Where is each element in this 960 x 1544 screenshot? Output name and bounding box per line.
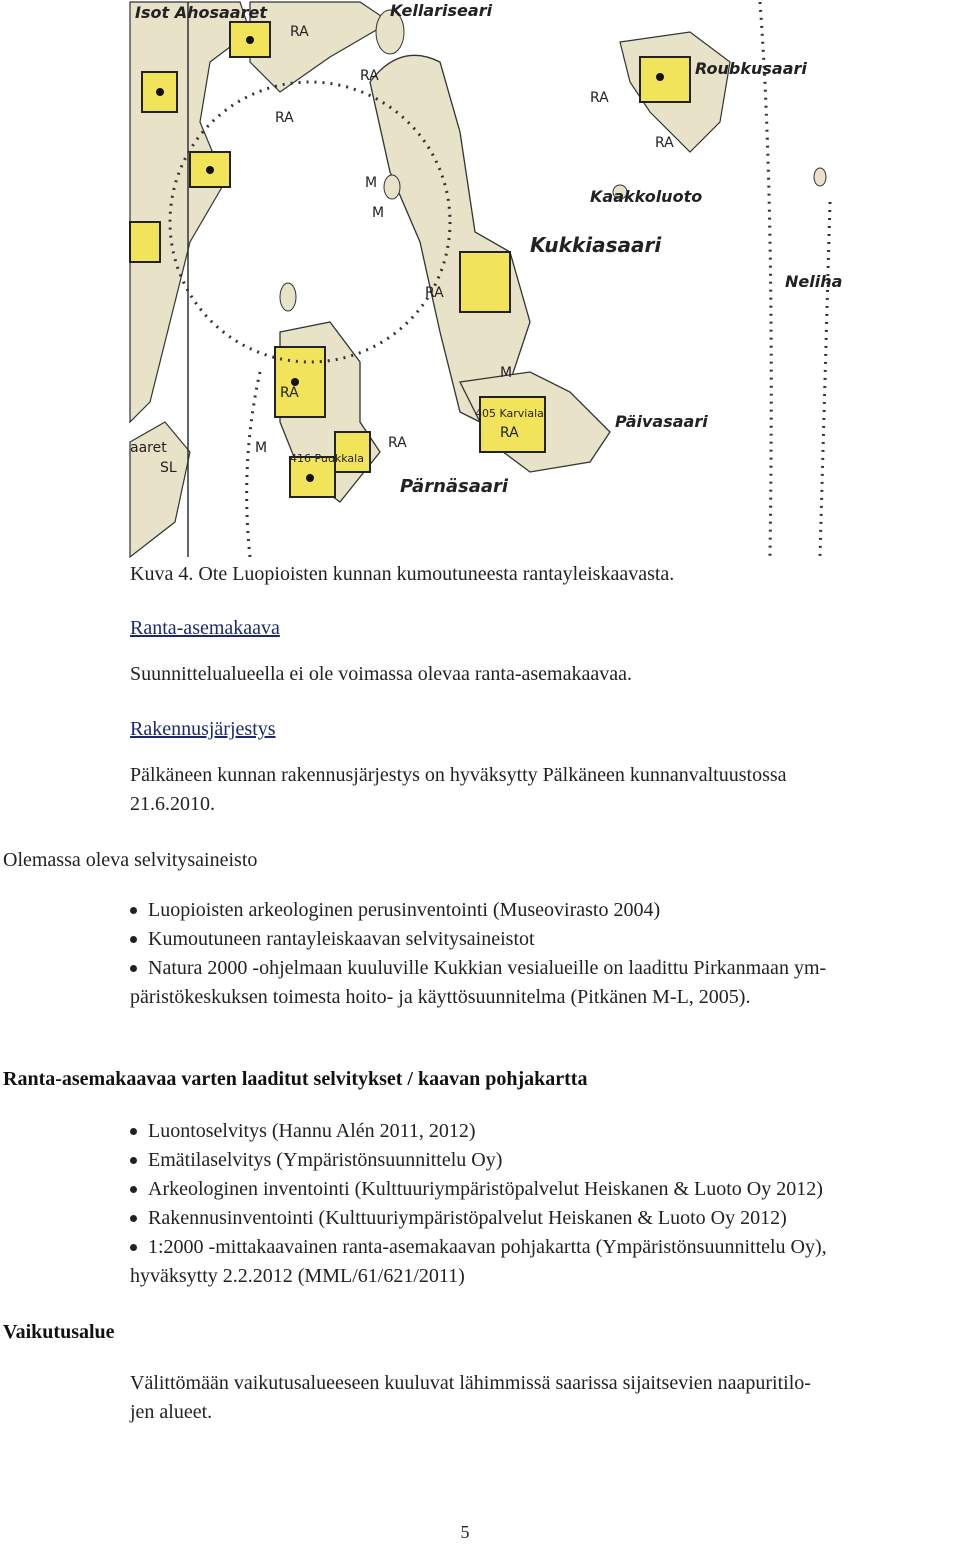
- vaikutusalue-text-line2: jen alueet.: [130, 1401, 213, 1423]
- svg-text:416 Puukkala: 416 Puukkala: [290, 452, 364, 465]
- svg-text:M: M: [500, 365, 513, 381]
- svg-text:Pärnäsaari: Pärnäsaari: [400, 476, 509, 497]
- svg-text:RA: RA: [280, 385, 299, 401]
- list-item: Natura 2000 -ohjelmaan kuuluville Kukkian vesialueille on laadittu Pirkanmaan ym- päristökeskuksen toimesta hoito- ja käyttösuunnitelma (Pitkänen M-L, 2005).: [130, 954, 960, 1012]
- list-item: Rakennusinventointi (Kulttuuriympäristöpalvelut Heiskanen & Luoto Oy 2012): [130, 1204, 960, 1233]
- bullet-icon: [130, 1186, 137, 1193]
- heading-olemassa-oleva: Olemassa oleva selvitysaineisto: [3, 849, 258, 871]
- bullet-icon: [130, 1128, 137, 1135]
- bullet-icon: [130, 907, 137, 914]
- list-selvitykset: [130, 1117, 960, 1291]
- list-item-continuation: päristökeskuksen toimesta hoito- ja käyttösuunnitelma (Pitkänen M-L, 2005).: [130, 986, 751, 1008]
- svg-text:SL: SL: [160, 460, 177, 476]
- section-text-ranta-asemakaava: Suunnittelualueella ei ole voimassa olevaa ranta-asemakaavaa.: [130, 663, 633, 685]
- svg-text:Isot Ahosaaret: Isot Ahosaaret: [135, 3, 267, 22]
- vaikutusalue-text-line1: Välittömään vaikutusalueeseen kuuluvat lähimmissä saarissa sijaitsevien naapuritilo-: [130, 1372, 811, 1394]
- svg-text:Neliha: Neliha: [785, 272, 843, 291]
- svg-text:Kukkiasaari: Kukkiasaari: [530, 233, 662, 257]
- list-selvitysaineisto: [130, 896, 960, 1012]
- svg-text:405 Karviala: 405 Karviala: [475, 407, 544, 420]
- figure-caption: Kuva 4. Ote Luopioisten kunnan kumoutuneesta rantayleiskaavasta.: [130, 563, 675, 585]
- svg-text:RA: RA: [500, 425, 519, 441]
- svg-text:M: M: [365, 175, 378, 191]
- list-item: Emätilaselvitys (Ympäristönsuunnittelu Oy): [130, 1146, 960, 1175]
- section-title-rakennusjarjestys: Rakennusjärjestys: [130, 718, 276, 740]
- list-item: Luontoselvitys (Hannu Alén 2011, 2012): [130, 1117, 960, 1146]
- section-text-rakennusjarjestys-line1: Pälkäneen kunnan rakennusjärjestys on hyväksytty Pälkäneen kunnanvaltuustossa: [130, 764, 787, 786]
- list-item-continuation: hyväksytty 2.2.2012 (MML/61/621/2011): [130, 1265, 465, 1287]
- heading-vaikutusalue: Vaikutusalue: [3, 1321, 115, 1343]
- svg-text:M: M: [372, 205, 385, 221]
- bullet-icon: [130, 936, 137, 943]
- bullet-icon: [130, 965, 137, 972]
- bullet-icon: [130, 1244, 137, 1251]
- svg-text:M: M: [255, 440, 268, 456]
- list-item: Arkeologinen inventointi (Kulttuuriympäristöpalvelut Heiskanen & Luoto Oy 2012): [130, 1175, 960, 1204]
- list-item: Kumoutuneen rantayleiskaavan selvitysaineistot: [130, 925, 960, 954]
- svg-text:Roubkusaari: Roubkusaari: [695, 59, 807, 78]
- bullet-icon: [130, 1215, 137, 1222]
- svg-text:Kaakkoluoto: Kaakkoluoto: [590, 187, 703, 206]
- svg-text:Kellariseari: Kellariseari: [390, 1, 493, 20]
- svg-text:aaret: aaret: [130, 440, 167, 456]
- section-title-ranta-asemakaava: Ranta-asemakaava: [130, 617, 280, 639]
- heading-ranta-asemakaavaa-varten: Ranta-asemakaavaa varten laaditut selvitykset / kaavan pohjakartta: [3, 1068, 588, 1090]
- svg-text:RA: RA: [275, 110, 294, 126]
- page-number: 5: [460, 1522, 470, 1542]
- svg-text:RA: RA: [290, 24, 309, 40]
- svg-text:RA: RA: [655, 135, 674, 151]
- svg-text:RA: RA: [388, 435, 407, 451]
- bullet-icon: [130, 1157, 137, 1164]
- svg-text:RA: RA: [360, 68, 379, 84]
- svg-text:RA: RA: [425, 285, 444, 301]
- svg-text:RA: RA: [590, 90, 609, 106]
- list-item: 1:2000 -mittakaavainen ranta-asemakaavan pohjakartta (Ympäristönsuunnittelu Oy), hyväksytty 2.2.2012 (MML/61/621/2011): [130, 1233, 960, 1291]
- svg-text:Päivasaari: Päivasaari: [615, 412, 708, 431]
- section-text-rakennusjarjestys-line2: 21.6.2010.: [130, 793, 215, 815]
- list-item: Luopioisten arkeologinen perusinventointi (Museovirasto 2004): [130, 896, 960, 925]
- planning-map-image: [130, 1, 843, 557]
